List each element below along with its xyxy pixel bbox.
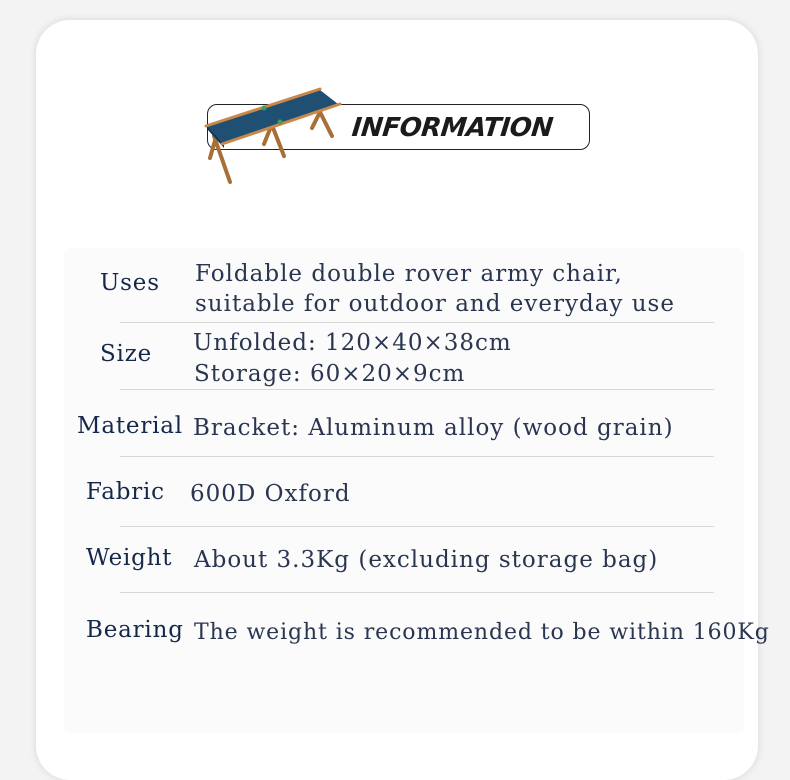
spec-label-material: Material bbox=[77, 413, 183, 439]
spec-value-weight: About 3.3Kg (excluding storage bag) bbox=[194, 547, 659, 573]
spec-value-material: Bracket: Aluminum alloy (wood grain) bbox=[193, 415, 674, 441]
spec-label-bearing: Bearing bbox=[86, 617, 184, 643]
row-divider bbox=[120, 592, 714, 593]
spec-label-weight: Weight bbox=[86, 545, 173, 571]
spec-value-uses-line1: Foldable double rover army chair, bbox=[195, 261, 623, 287]
spec-table bbox=[64, 248, 744, 733]
row-divider bbox=[120, 526, 714, 527]
spec-label-fabric: Fabric bbox=[86, 479, 165, 505]
row-divider bbox=[120, 389, 714, 390]
spec-value-bearing: The weight is recommended to be within 160Kg bbox=[194, 620, 770, 645]
spec-value-size-line2: Storage: 60×20×9cm bbox=[194, 361, 466, 387]
spec-value-fabric: 600D Oxford bbox=[190, 481, 351, 507]
spec-label-uses: Uses bbox=[100, 270, 160, 296]
banner-title: INFORMATION bbox=[350, 113, 555, 143]
row-divider bbox=[120, 322, 714, 323]
spec-value-size-line1: Unfolded: 120×40×38cm bbox=[193, 330, 512, 356]
row-divider bbox=[120, 456, 714, 457]
spec-value-uses-line2: suitable for outdoor and everyday use bbox=[195, 291, 675, 317]
folding-cot-icon bbox=[200, 84, 345, 188]
spec-label-size: Size bbox=[100, 341, 153, 367]
